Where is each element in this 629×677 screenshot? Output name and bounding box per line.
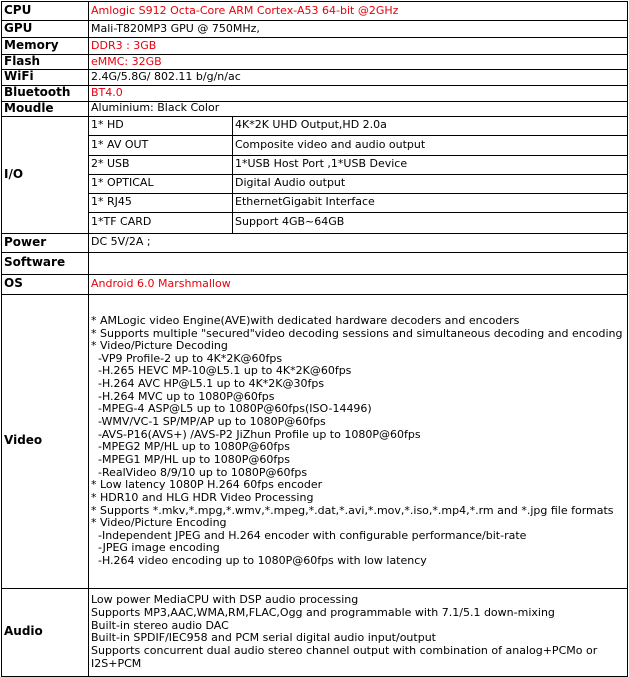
video-line: * HDR10 and HLG HDR Video Processing [91, 490, 314, 504]
io-row [2, 135, 628, 155]
video-line: -MPEG-4 ASP@L5 up to 1080P@60fps(ISO-14496) [91, 402, 372, 416]
spec-table [1, 1, 628, 677]
video-line: -RealVideo 8/9/10 up to 1080P@60fps [91, 465, 308, 479]
io-row [2, 174, 628, 193]
video-line: -H.264 video encoding up to 1080P@60fps with low latency [91, 554, 427, 568]
moudle-label: Moudle [2, 101, 89, 116]
power-row [2, 233, 628, 252]
io-port: 2* USB [89, 155, 233, 174]
io-port: 1* HD [89, 116, 233, 135]
memory-value: DDR3 : 3GB [89, 38, 628, 55]
software-row [2, 252, 628, 274]
audio-line: Supports concurrent dual audio stereo channel output with combination of analog+PCMo or I2S+PCM [91, 643, 598, 670]
wifi-value: 2.4G/5.8G/ 802.11 b/g/n/ac [89, 69, 628, 85]
bluetooth-row [2, 85, 628, 101]
cpu-value: Amlogic S912 Octa-Core ARM Cortex-A53 64-bit @2GHz [89, 2, 628, 21]
video-label: Video [2, 294, 89, 588]
io-row [2, 116, 628, 135]
video-line: -AVS-P16(AVS+) /AVS-P2 JiZhun Profile up to 1080P@60fps [91, 427, 421, 441]
flash-row [2, 55, 628, 70]
audio-label: Audio [2, 588, 89, 676]
audio-line: Supports MP3,AAC,WMA,RM,FLAC,Ogg and programmable with 7.1/5.1 down-mixing [91, 606, 555, 620]
video-line: * Low latency 1080P H.264 60fps encoder [91, 478, 323, 492]
io-row [2, 193, 628, 212]
software-label: Software [2, 252, 89, 274]
video-line: -H.264 AVC HP@L5.1 up to 4K*2K@30fps [91, 377, 325, 391]
cpu-row [2, 2, 628, 21]
cpu-label: CPU [2, 2, 89, 21]
io-port: 1* OPTICAL [89, 174, 233, 193]
gpu-row [2, 21, 628, 38]
video-line: * Supports multiple "secured"video decoding sessions and simultaneous decoding and encoding [91, 326, 623, 340]
os-value: Android 6.0 Marshmallow [89, 274, 628, 294]
bluetooth-label: Bluetooth [2, 85, 89, 101]
power-label: Power [2, 233, 89, 252]
io-port-desc: 1*USB Host Port ,1*USB Device [233, 155, 628, 174]
moudle-value: Aluminium: Black Color [89, 101, 628, 116]
gpu-value: Mali-T820MP3 GPU @ 750MHz, [89, 21, 628, 38]
video-line: -JPEG image encoding [91, 541, 220, 555]
io-port: 1* AV OUT [89, 135, 233, 155]
io-port: 1*TF CARD [89, 212, 233, 233]
bluetooth-value: BT4.0 [89, 85, 628, 101]
video-line: -VP9 Profile-2 up to 4K*2K@60fps [91, 351, 283, 365]
memory-label: Memory [2, 38, 89, 55]
software-value [89, 252, 628, 274]
os-label: OS [2, 274, 89, 294]
video-line: * Video/Picture Encoding [91, 516, 227, 530]
power-value: DC 5V/2A ; [89, 233, 628, 252]
video-line: -H.265 HEVC MP-10@L5.1 up to 4K*2K@60fps [91, 364, 352, 378]
io-label: I/O [2, 116, 89, 233]
wifi-label: WiFi [2, 69, 89, 85]
io-row [2, 212, 628, 233]
io-port-desc: Support 4GB~64GB [233, 212, 628, 233]
video-line: -MPEG2 MP/HL up to 1080P@60fps [91, 440, 290, 454]
flash-value: eMMC: 32GB [89, 55, 628, 70]
video-details [89, 294, 628, 588]
io-port: 1* RJ45 [89, 193, 233, 212]
os-row [2, 274, 628, 294]
video-line: -H.264 MVC up to 1080P@60fps [91, 389, 275, 403]
io-port-desc: Composite video and audio output [233, 135, 628, 155]
io-port-desc: EthernetGigabit Interface [233, 193, 628, 212]
video-line: -WMV/VC-1 SP/MP/AP up to 1080P@60fps [91, 415, 326, 429]
io-port-desc: Digital Audio output [233, 174, 628, 193]
video-line: -Independent JPEG and H.264 encoder with configurable performance/bit-rate [91, 528, 527, 542]
wifi-row [2, 69, 628, 85]
io-row [2, 155, 628, 174]
audio-line: Built-in SPDIF/IEC958 and PCM serial digital audio input/output [91, 631, 436, 645]
moudle-row [2, 101, 628, 116]
audio-details [89, 588, 628, 676]
flash-label: Flash [2, 55, 89, 70]
audio-line: Low power MediaCPU with DSP audio processing [91, 593, 359, 607]
video-line: -MPEG1 MP/HL up to 1080P@60fps [91, 452, 290, 466]
audio-row [2, 588, 628, 676]
video-line: * Video/Picture Decoding [91, 339, 228, 353]
memory-row [2, 38, 628, 55]
audio-line: Built-in stereo audio DAC [91, 618, 229, 632]
video-line: * Supports *.mkv,*.mpg,*.wmv,*.mpeg,*.dat,*.avi,*.mov,*.iso,*.mp4,*.rm and *.jpg file formats [91, 503, 614, 517]
video-row [2, 294, 628, 588]
io-port-desc: 4K*2K UHD Output,HD 2.0a [233, 116, 628, 135]
gpu-label: GPU [2, 21, 89, 38]
video-line: * AMLogic video Engine(AVE)with dedicated hardware decoders and encoders [91, 313, 520, 327]
